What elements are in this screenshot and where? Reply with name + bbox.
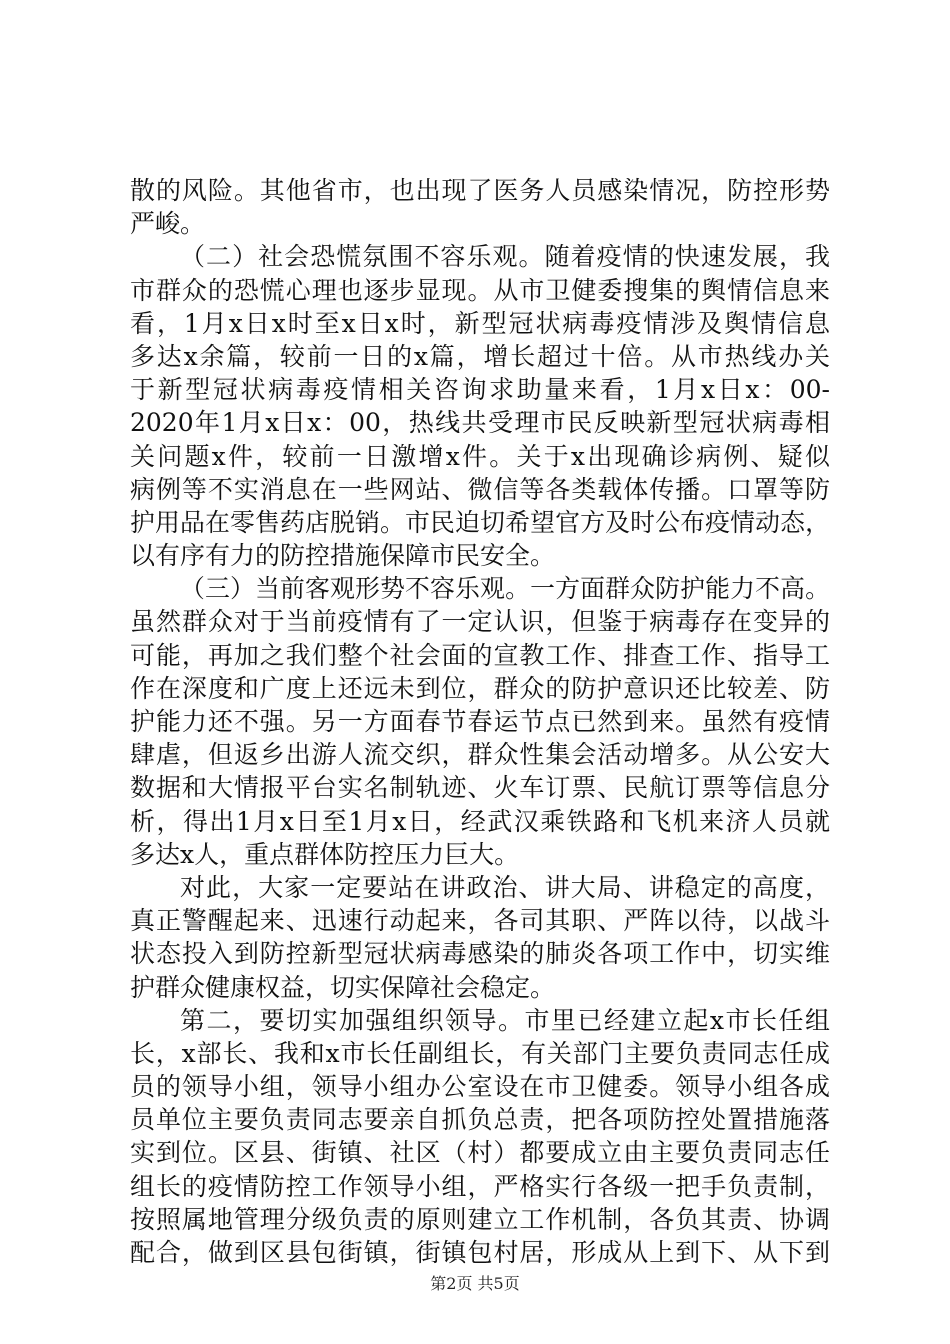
text-line: 对此，大家一定要站在讲政治、讲大局、讲稳定的高度，: [180, 872, 830, 902]
text-line: 护能力还不强。另一方面春节春运节点已然到来。虽然有疫情: [130, 707, 830, 736]
text-line: 虽然群众对于当前疫情有了一定认识，但鉴于病毒存在变异的: [130, 607, 830, 637]
text-line: 多达x余篇，较前一日的x篇，增长超过十倍。从市热线办关: [130, 341, 830, 371]
text-line: 真正警醒起来、迅速行动起来，各司其职、严阵以待，以战斗: [130, 906, 830, 936]
text-line: 作在深度和广度上还远未到位，群众的防护意识还比较差、防: [130, 673, 830, 703]
text-line: 护群众健康权益，切实保障社会稳定。: [130, 972, 556, 1002]
text-line: 市群众的恐慌心理也逐步显现。从市卫健委搜集的舆情信息来: [130, 275, 830, 305]
text-line: （三）当前客观形势不容乐观。一方面群众防护能力不高。: [180, 574, 830, 604]
text-line: 病例等不实消息在一些网站、微信等各类载体传播。口罩等防: [130, 474, 830, 504]
text-line: 于新型冠状病毒疫情相关咨询求助量来看，1月x日x：00-: [130, 375, 830, 405]
text-line: 员的领导小组，领导小组办公室设在市卫健委。领导小组各成: [130, 1072, 830, 1102]
text-line: 肆虐，但返乡出游人流交织，群众性集会活动增多。从公安大: [130, 740, 830, 770]
text-line: 组长的疫情防控工作领导小组，严格实行各级一把手负责制，: [130, 1171, 830, 1201]
text-line: 以有序有力的防控措施保障市民安全。: [130, 541, 556, 571]
text-line: 2020年1月x日x：00，热线共受理市民反映新型冠状病毒相: [130, 408, 830, 438]
text-line: 按照属地管理分级负责的原则建立工作机制，各负其责、协调: [130, 1204, 830, 1234]
page-footer: 第2页 共5页: [430, 1274, 520, 1293]
text-line: 配合，做到区县包街镇，街镇包村居，形成从上到下、从下到: [130, 1238, 830, 1267]
text-line: 严峻。: [130, 209, 206, 239]
text-line: 析，得出1月x日至1月x日，经武汉乘铁路和飞机来济人员就: [130, 806, 830, 836]
text-line: 多达x人，重点群体防控压力巨大。: [130, 839, 520, 869]
text-line: 可能，再加之我们整个社会面的宣教工作、排查工作、指导工: [130, 640, 830, 670]
text-line: （二）社会恐慌氛围不容乐观。随着疫情的快速发展，我: [180, 242, 830, 272]
text-line: 状态投入到防控新型冠状病毒感染的肺炎各项工作中，切实维: [130, 939, 830, 969]
text-line: 关问题x件，较前一日激增x件。关于x出现确诊病例、疑似: [130, 441, 830, 471]
text-line: 散的风险。其他省市，也出现了医务人员感染情况，防控形势: [130, 176, 830, 205]
text-line: 员单位主要负责同志要亲自抓负总责，把各项防控处置措施落: [130, 1105, 830, 1135]
text-line: 护用品在零售药店脱销。市民迫切希望官方及时公布疫情动态，: [130, 507, 830, 537]
document-body: [130, 174, 830, 1269]
text-line: 实到位。区县、街镇、社区（村）都要成立由主要负责同志任: [130, 1138, 830, 1168]
text-line: 第二，要切实加强组织领导。市里已经建立起x市长任组: [180, 1005, 830, 1035]
text-line: 看，1月x日x时至x日x时，新型冠状病毒疫情涉及舆情信息: [130, 308, 830, 338]
text-line: 长，x部长、我和x市长任副组长，有关部门主要负责同志任成: [130, 1038, 830, 1068]
text-line: 数据和大情报平台实名制轨迹、火车订票、民航订票等信息分: [130, 773, 830, 803]
